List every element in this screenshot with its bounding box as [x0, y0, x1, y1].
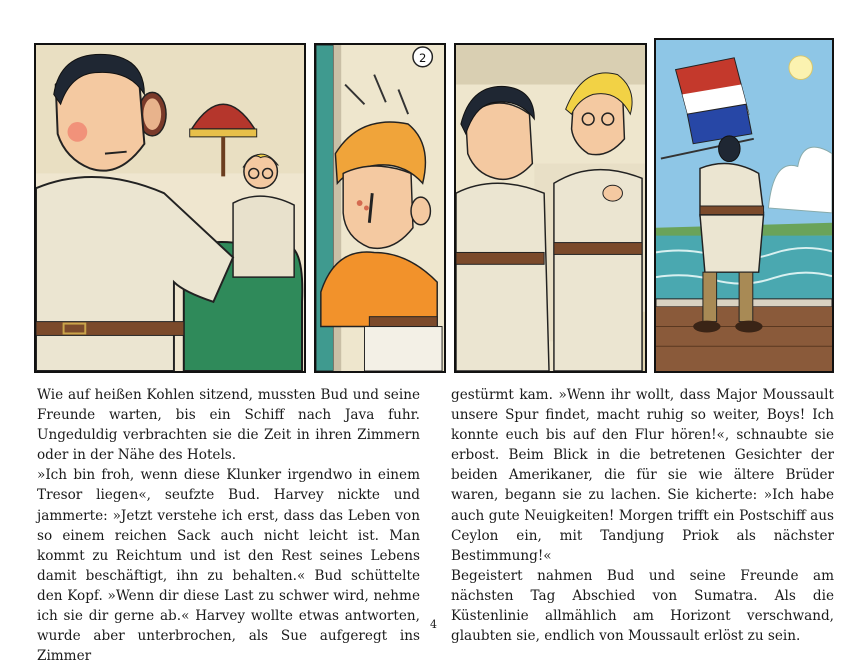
paragraph: gestürmt kam. »Wenn ihr wollt, dass Major Moussault unsere Spur findet, macht ruhig so weiter, Boys! Ich konnte euch bis auf den Flur hören!«, schnaubte sie erbost. Beim Blick in die betretenen Gesichter der beiden Amerikaner, die für sie wie ältere Brüder waren, begann sie zu lachen. Sie kicherte: »Ich habe auch gute Neuigkeiten! Morgen trifft ein Postschiff aus Ceylon ein, mit Tandjung Priok als nächster Bestimmung!«: [451, 387, 834, 564]
text-column-right: [451, 385, 834, 646]
paragraph: Wie auf heißen Kohlen sitzend, mussten Bud und seine Freunde warten, bis ein Schiff nach Java fuhr. Ungeduldig verbrachten sie die Zeit in ihren Zimmern oder in der Nähe des Hotels.: [37, 387, 420, 464]
comic-panel-3: [454, 43, 647, 373]
panel-number-text: 2: [418, 50, 427, 65]
comic-panel-1: [34, 43, 306, 373]
panel-2-illustration: [316, 45, 444, 371]
comic-panel-2: [314, 43, 446, 373]
panel-1-illustration: [36, 45, 304, 371]
page-number: 4: [430, 618, 437, 631]
panel-4-illustration: [656, 40, 832, 371]
paragraph: »Ich bin froh, wenn diese Klunker irgendwo in einem Tresor liegen«, seufzte Bud. Harvey nickte und jammerte: »Jetzt verstehe ich erst, dass das Leben von so einem reichen Sack auch nicht leicht ist. Man kommt zu Reichtum und ist den Rest seines Lebens damit beschäftigt, ihn zu behalten.« Bud schüttelte den Kopf. »Wenn dir diese Last zu schwer wird, nehme ich sie dir gerne ab.« Harvey wollte etwas antworten, wurde aber unterbrochen, als Sue aufgeregt ins Zimmer: [37, 467, 420, 665]
paragraph: Begeistert nahmen Bud und seine Freunde am nächsten Tag Abschied von Sumatra. Als die Küstenlinie allmählich am Horizont verschwand, glaubten sie, endlich von Moussault erlöst zu sein.: [451, 567, 834, 645]
panel-3-illustration: [456, 45, 645, 371]
comic-panel-4: [654, 38, 834, 373]
